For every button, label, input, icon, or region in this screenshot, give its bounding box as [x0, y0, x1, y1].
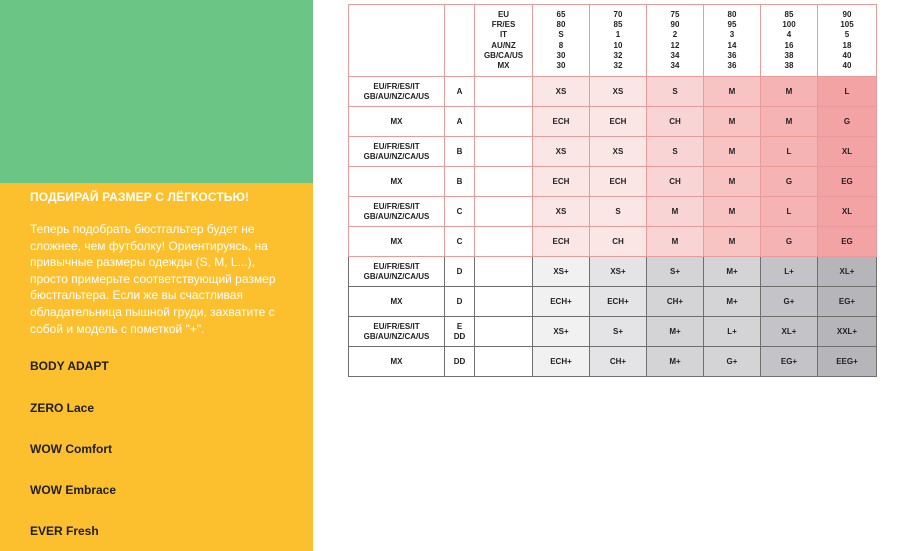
model-wow-embrace: WOW Embrace [30, 483, 117, 497]
size-cell: G+ [704, 347, 761, 377]
size-cell: M [704, 77, 761, 107]
system-cell: MX [349, 227, 445, 257]
size-cell: ECH+ [590, 287, 647, 317]
table-row [349, 227, 877, 257]
system-cell: MX [349, 287, 445, 317]
cup-cell: DD [445, 347, 475, 377]
size-cell: XS [590, 77, 647, 107]
size-cell: G [761, 167, 818, 197]
section-heading: ПОДБИРАЙ РАЗМЕР С ЛЁГКОСТЬЮ! [30, 190, 250, 204]
size-cell: M [761, 77, 818, 107]
system-cell: EU/FR/ES/IT GB/AU/NZ/CA/US [349, 257, 445, 287]
table-row [349, 287, 877, 317]
system-cell: MX [349, 107, 445, 137]
cup-cell: A [445, 107, 475, 137]
size-cell: CH [590, 227, 647, 257]
system-cell: MX [349, 347, 445, 377]
size-cell: XL+ [818, 257, 877, 287]
size-cell: M [704, 167, 761, 197]
system-cell: EU/FR/ES/IT GB/AU/NZ/CA/US [349, 137, 445, 167]
size-cell: M [647, 227, 704, 257]
cup-cell: E DD [445, 317, 475, 347]
cup-cell: A [445, 77, 475, 107]
size-cell: G [818, 107, 877, 137]
size-cell: M [704, 197, 761, 227]
size-cell: S [647, 137, 704, 167]
model-body-adapt: BODY ADAPT [30, 359, 109, 373]
size-cell: EG+ [818, 287, 877, 317]
size-cell: CH+ [590, 347, 647, 377]
model-ever-fresh: EVER Fresh [30, 524, 99, 538]
table-row [349, 107, 877, 137]
size-cell: L+ [704, 317, 761, 347]
system-cell: EU/FR/ES/IT GB/AU/NZ/CA/US [349, 317, 445, 347]
size-cell: XS [533, 197, 590, 227]
size-cell: G+ [761, 287, 818, 317]
empty-cell [475, 257, 533, 287]
intro-paragraph: Теперь подобрать бюстгальтер будет не сложнее, чем футболку! Ориентируясь, на привычные размеры одежды (S, M, L...), просто примерьте соответствующий размер бюстгальтера. Если же вы счастливая обладательница пышной груди, захватите с собой и модель с пометкой "+". [30, 222, 276, 336]
size-cell: XL+ [761, 317, 818, 347]
size-cell: M+ [704, 287, 761, 317]
empty-cell [475, 347, 533, 377]
size-column-header: 75 90 2 12 34 34 [647, 5, 704, 77]
size-cell: S [590, 197, 647, 227]
size-cell: M+ [647, 347, 704, 377]
size-cell: CH [647, 107, 704, 137]
table-row [349, 317, 877, 347]
empty-cell [475, 77, 533, 107]
size-cell: XS+ [533, 317, 590, 347]
size-column-header: 70 85 1 10 32 32 [590, 5, 647, 77]
cup-cell: D [445, 287, 475, 317]
size-cell: M+ [647, 317, 704, 347]
cup-cell: D [445, 257, 475, 287]
green-banner [0, 0, 313, 183]
table-row [349, 137, 877, 167]
cup-cell: B [445, 137, 475, 167]
size-cell: M+ [704, 257, 761, 287]
size-column-header: 80 95 3 14 36 36 [704, 5, 761, 77]
size-cell: XXL+ [818, 317, 877, 347]
size-cell: CH [647, 167, 704, 197]
model-wow-comfort: WOW Comfort [30, 442, 112, 456]
size-cell: M [704, 227, 761, 257]
model-zero-lace: ZERO Lace [30, 401, 95, 415]
size-cell: XS [533, 137, 590, 167]
size-cell: M [704, 137, 761, 167]
size-cell: ECH+ [533, 287, 590, 317]
size-cell: S+ [647, 257, 704, 287]
header-row [349, 5, 877, 77]
table-row [349, 77, 877, 107]
empty-cell [475, 197, 533, 227]
empty-cell [475, 167, 533, 197]
size-cell: S+ [590, 317, 647, 347]
system-cell: EU/FR/ES/IT GB/AU/NZ/CA/US [349, 197, 445, 227]
size-cell: ECH [590, 107, 647, 137]
size-cell: EG+ [761, 347, 818, 377]
size-cell: L [761, 197, 818, 227]
size-cell: EG [818, 227, 877, 257]
size-cell: S [647, 77, 704, 107]
size-column-header: 90 105 5 18 40 40 [818, 5, 877, 77]
size-cell: ECH [533, 227, 590, 257]
size-cell: XL [818, 197, 877, 227]
header-blank-cell [445, 5, 475, 77]
empty-cell [475, 227, 533, 257]
size-column-header: 85 100 4 16 38 38 [761, 5, 818, 77]
size-cell: G [761, 227, 818, 257]
size-cell: M [761, 107, 818, 137]
size-cell: ECH+ [533, 347, 590, 377]
header-blank-cell [349, 5, 445, 77]
size-cell: XL [818, 137, 877, 167]
size-cell: XS+ [533, 257, 590, 287]
size-cell: XS+ [590, 257, 647, 287]
table-row [349, 167, 877, 197]
size-cell: L [818, 77, 877, 107]
table-row [349, 257, 877, 287]
size-cell: M [704, 107, 761, 137]
cup-cell: B [445, 167, 475, 197]
system-cell: EU/FR/ES/IT GB/AU/NZ/CA/US [349, 77, 445, 107]
size-cell: EG [818, 167, 877, 197]
size-cell: CH+ [647, 287, 704, 317]
size-column-header: 65 80 S 8 30 30 [533, 5, 590, 77]
size-cell: XS [590, 137, 647, 167]
cup-cell: C [445, 197, 475, 227]
size-cell: ECH [533, 167, 590, 197]
size-cell: EEG+ [818, 347, 877, 377]
size-cell: L [761, 137, 818, 167]
empty-cell [475, 317, 533, 347]
cup-cell: C [445, 227, 475, 257]
size-cell: ECH [590, 167, 647, 197]
empty-cell [475, 287, 533, 317]
empty-cell [475, 137, 533, 167]
empty-cell [475, 107, 533, 137]
size-cell: M [647, 197, 704, 227]
size-cell: L+ [761, 257, 818, 287]
header-label-cell: EU FR/ES IT AU/NZ GB/CA/US MX [475, 5, 533, 77]
left-panel [0, 0, 313, 551]
size-cell: XS [533, 77, 590, 107]
table-row [349, 197, 877, 227]
size-cell: ECH [533, 107, 590, 137]
system-cell: MX [349, 167, 445, 197]
size-chart-table [348, 4, 877, 377]
table-row [349, 347, 877, 377]
